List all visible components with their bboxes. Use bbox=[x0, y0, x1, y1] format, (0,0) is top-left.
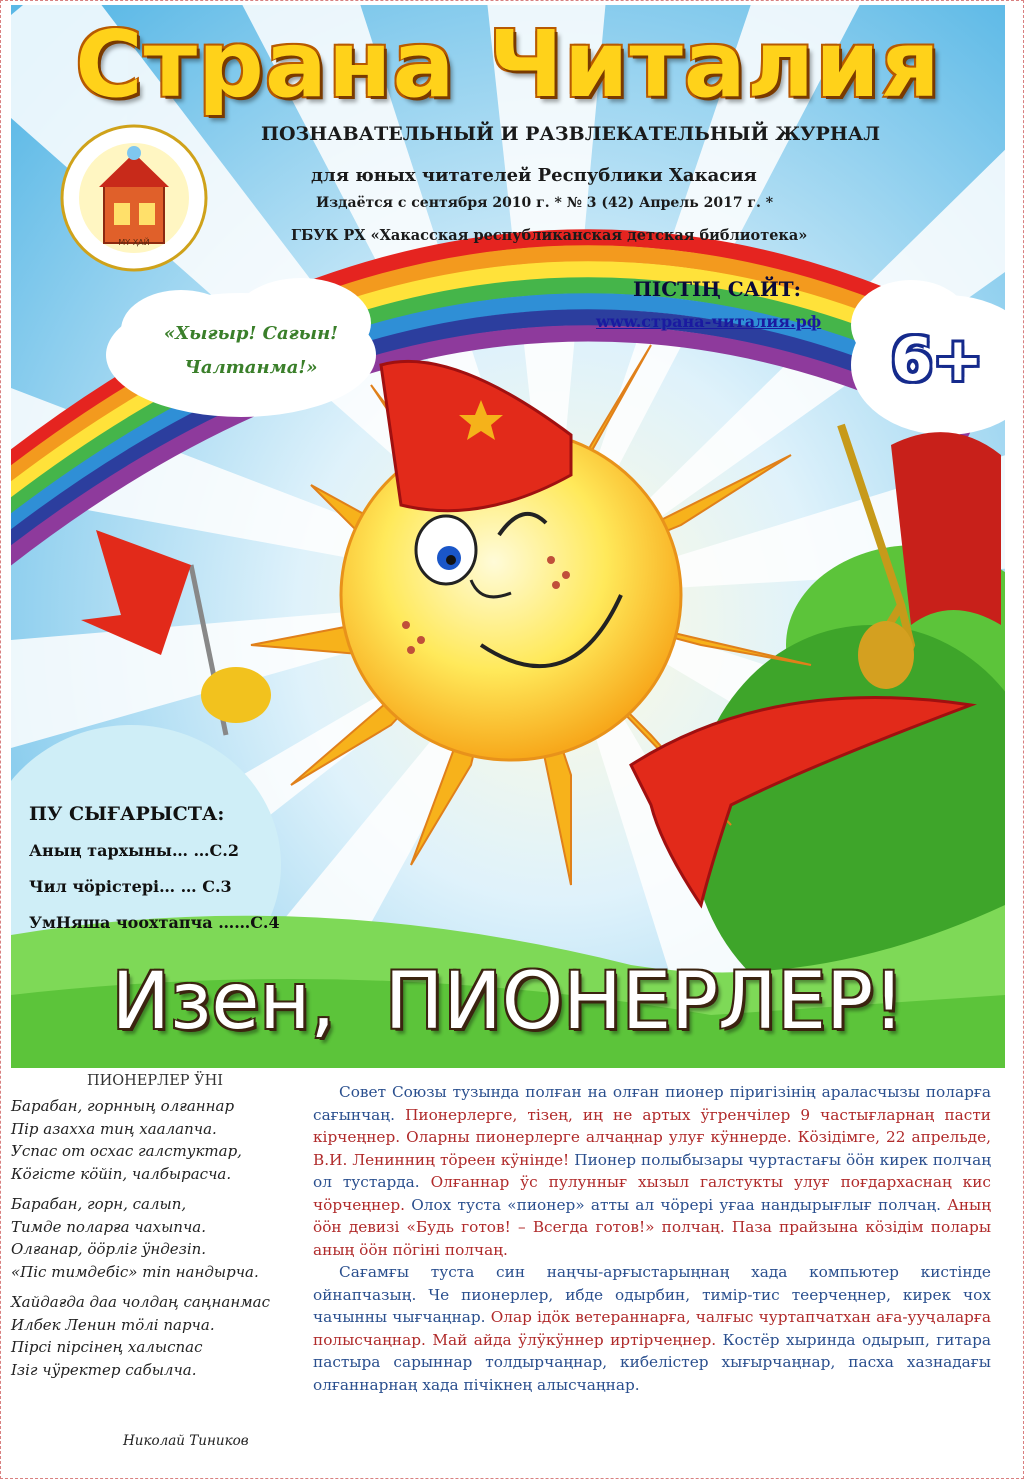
poem-line: Барабан, горнның олғаннар bbox=[11, 1097, 235, 1115]
article-sentence: Совет Союзы тузында полған на олған пионер пiригiзiнiң араласчызы поларға сағынчаң. bbox=[313, 1083, 991, 1124]
poem-line: Олғанар, ӧӧрлiг ӱндезiп. bbox=[11, 1240, 207, 1258]
poem-line: Успас от осхас галстуктар, bbox=[11, 1142, 242, 1160]
poem-column bbox=[11, 1073, 309, 1389]
article-sentence: Олғаннар ӱс пулуннығ хызыл галстукты улуғ поғдархаснаң кис чӧрчеңнер. bbox=[313, 1173, 992, 1214]
toc-item[interactable]: Аның тархыны… …С.2 bbox=[29, 841, 239, 860]
table-of-contents bbox=[29, 803, 280, 941]
logo-sign: МҮ ҲАЙ bbox=[118, 238, 150, 247]
poem-author: Николай Тиников bbox=[123, 1433, 249, 1449]
magazine-title: Страна Читалия bbox=[75, 11, 941, 118]
article-sentence: Костёр хыринда одырып, гитара пастыра сарыннар толдырчаңнар, кибелiстер хығырчаңнар, пасха хазнадағы олғаннарнаң хада пiчiкнең алысчаңнар. bbox=[313, 1330, 991, 1394]
article-paragraph-2 bbox=[313, 1261, 991, 1396]
poem-line: «Пiс тимдебiс» тiп нандырча. bbox=[11, 1262, 259, 1281]
poem-line: Илбек Ленин тӧлi парча. bbox=[11, 1315, 215, 1334]
magazine-audience: для юных читателей Республики Хакасия bbox=[311, 165, 757, 186]
magazine-subtitle: ПОЗНАВАТЕЛЬНЫЙ И РАЗВЛЕКАТЕЛЬНЫЙ ЖУРНАЛ bbox=[261, 123, 881, 145]
article-sentence: Май айда ӱлӱкӱннер иртiрчеңнер. bbox=[432, 1330, 723, 1349]
toc-item[interactable]: Чил чӧрiстерi… … С.3 bbox=[29, 877, 232, 896]
poem-line: Хайдағда даа чолдаң саңнанмас bbox=[11, 1293, 271, 1311]
article-sentence: Олар iдӧк ветераннарға, чалғыс чуртапчатхан аға-ууҷаларға полысчаңнар. bbox=[313, 1308, 991, 1349]
issue-info: Издаётся с сентября 2010 г. * № 3 (42) Апрель 2017 г. * bbox=[316, 195, 774, 211]
article-sentence: Аның ӧӧн девизi «Будь готов! – Всегда готов!» полчаң. Паза прайзына кӧзiдiм полары аның ӧӧн пӧгiнi полчаң. bbox=[313, 1195, 991, 1259]
publisher: ГБУК РХ «Хакасская республиканская детская библиотека» bbox=[291, 227, 808, 244]
site-link[interactable]: www.страна-читалия.рф bbox=[596, 312, 822, 331]
article-sentence: Олох туста «пионер» атты ал чӧрерi уғаа нандырығлығ полчаң. bbox=[411, 1195, 948, 1214]
site-label: ПIСТIҢ САЙТ: bbox=[633, 277, 802, 301]
toc-heading: ПУ СЫҒАРЫСТА: bbox=[29, 803, 225, 825]
cloud-slogan bbox=[141, 317, 361, 385]
poem-line: Пiрсi пiрсiнең халыспас bbox=[11, 1338, 203, 1356]
cover-illustration bbox=[11, 5, 1005, 1068]
toc-item[interactable]: УмНяша чоохтапча ……С.4 bbox=[29, 913, 280, 932]
poem-line: Тимде поларға чахыпча. bbox=[11, 1217, 206, 1236]
article-paragraph-1 bbox=[313, 1081, 991, 1261]
cloud-slogan-line2: Чалтанма!» bbox=[184, 357, 318, 378]
article-body bbox=[313, 1081, 991, 1396]
article-sentence: Че пионерлер, ибде одырбин, тимiр-тис теерчеңнер, кирек чох чачынны чығчаңнар. bbox=[313, 1285, 991, 1326]
cover-headline: Изен, ПИОНЕРЛЕР! bbox=[111, 957, 905, 1047]
cloud-slogan-line1: «Хығыр! Сағын! bbox=[163, 323, 339, 344]
library-logo bbox=[59, 123, 209, 273]
article-sentence: Сағамғы туста син наңчы-арғыстарыңнаң хада компьютер кистiнде ойнапчазың. bbox=[313, 1263, 991, 1304]
age-rating: 6+ bbox=[891, 325, 984, 395]
poem-line: Кӧгiсте кӧйiп, чалбырасча. bbox=[11, 1164, 232, 1183]
poem-stanza bbox=[11, 1193, 309, 1283]
poem-line: Пiр азахха тиң хаалапча. bbox=[11, 1119, 217, 1138]
poem-stanza bbox=[11, 1291, 309, 1381]
article-sentence: Пионерлерге, тiзең, иң не артых ӱгренчiлер 9 частығларнаң пасти кiрчеңнер. Оларны пионерлерге алчаңнар улуғ кӱннерде. Кӧзiдiмге, 22 апрельде, В.И. Ленинниң тӧреен кӱнiнде! bbox=[313, 1105, 991, 1169]
poem-line: Барабан, горн, салып, bbox=[11, 1195, 187, 1213]
article-sentence: Пионер полыбызары чуртастағы ӧӧн кирек полчаң ол тустарда. bbox=[313, 1150, 991, 1191]
poem-stanza bbox=[11, 1095, 309, 1185]
poem-line: Iзiг чӱректер сабылча. bbox=[11, 1360, 197, 1379]
poem-title: ПИОНЕРЛЕР ӰНI bbox=[86, 1073, 224, 1089]
